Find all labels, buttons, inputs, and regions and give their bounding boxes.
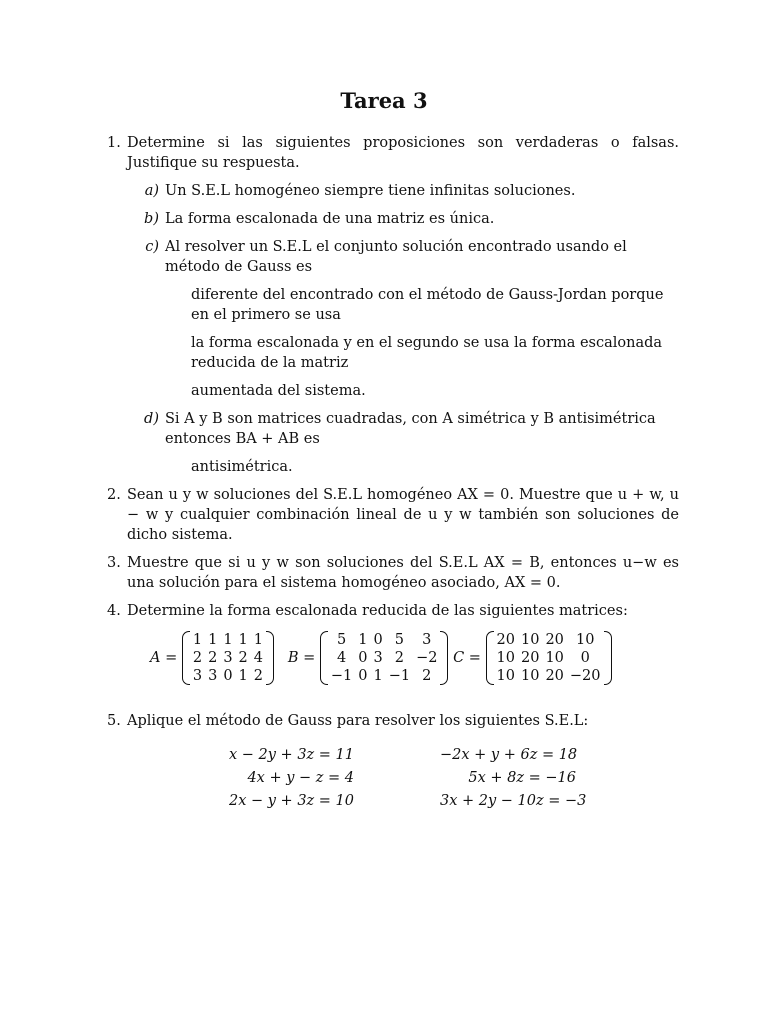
matrix-cell: 10	[575, 632, 595, 648]
matrix-cell: 5	[394, 632, 405, 648]
matrix-b-label: B =	[274, 650, 320, 666]
matrix-cell: 20	[545, 668, 564, 684]
subitem-c	[139, 237, 679, 277]
matrix-cell: 10	[496, 650, 515, 666]
matrix-c-label: C =	[448, 650, 486, 666]
matrix-cell: 2	[192, 650, 203, 666]
matrix-cell: 1	[238, 632, 248, 648]
matrix-cell: 1	[192, 632, 203, 648]
matrix-cell: 2	[238, 650, 248, 666]
equation: 2x − y + 3z = 10	[228, 793, 354, 809]
matrix-cell: 3	[223, 650, 233, 666]
matrix-cell: 3	[373, 650, 383, 666]
subitem-continuation: aumentada del sistema.	[191, 383, 366, 399]
matrix-row	[494, 649, 604, 667]
matrix-cell: 10	[521, 668, 540, 684]
matrix-cell: 1	[208, 632, 218, 648]
subitem-label: d)	[144, 411, 159, 427]
matrix-cell: 2	[208, 650, 218, 666]
matrix-cell: 0	[358, 650, 368, 666]
problem-text: Determine la forma escalonada reducida de las siguientes matrices:	[127, 603, 628, 619]
matrix-cell: 0	[358, 668, 368, 684]
matrix-cell: 1	[238, 668, 248, 684]
equation: 3x + 2y − 10z = −3	[440, 793, 587, 809]
problem-number: 1.	[107, 135, 121, 151]
problem-4	[107, 601, 679, 621]
matrix-cell: 1	[358, 632, 368, 648]
subitem-a	[139, 181, 679, 201]
matrix-cell: 10	[496, 668, 515, 684]
problem-number: 5.	[107, 713, 121, 729]
matrix-a	[182, 631, 274, 685]
subitem-text: La forma escalonada de una matriz es única.	[165, 211, 495, 227]
equation: 4x + y − z = 4	[247, 770, 354, 786]
problem-number: 2.	[107, 487, 121, 503]
problem-text: Muestre que si u y w son soluciones del S.E.L AX = B, entonces u−w es una solución para el sistema homogéneo asociado, AX = 0.	[127, 555, 679, 591]
problem-text: Determine si las siguientes proposiciones son verdaderas o falsas. Justifique su respuesta.	[127, 135, 679, 171]
matrix-row	[494, 631, 604, 649]
subitem-text: Al resolver un S.E.L el conjunto solución encontrado usando el método de Gauss es	[165, 239, 627, 275]
problem-list	[107, 133, 679, 621]
subitem-label: b)	[144, 211, 159, 227]
problem-3	[107, 553, 679, 593]
matrix-cell: 3	[422, 632, 432, 648]
matrix-cell: 20	[521, 650, 540, 666]
subitem-continuation: diferente del encontrado con el método de Gauss-Jordan porque en el primero se usa	[191, 287, 664, 323]
subitem-label: a)	[144, 183, 159, 199]
matrix-cell: 3	[208, 668, 218, 684]
matrix-cell: 2	[422, 668, 432, 684]
problem-text: Sean u y w soluciones del S.E.L homogéneo AX = 0. Muestre que u + w, u − w y cualquier combinación lineal de u y w también son soluciones de dicho sistema.	[127, 487, 679, 543]
matrix-cell: 4	[336, 650, 347, 666]
matrix-cell: 4	[253, 650, 264, 666]
matrix-cell: 20	[496, 632, 515, 648]
subitem-continuation: la forma escalonada y en el segundo se usa la forma escalonada reducida de la matriz	[191, 335, 663, 371]
matrix-cell: 2	[253, 668, 264, 684]
equation: 5x + 8z = −16	[468, 770, 576, 786]
matrix-cell: 1	[253, 632, 264, 648]
problem-1	[107, 133, 679, 173]
matrix-row	[190, 667, 266, 685]
subitem-d	[139, 409, 679, 449]
matrix-row	[190, 649, 266, 667]
subitem-b	[139, 209, 679, 229]
matrix-cell: 10	[545, 650, 564, 666]
matrix-c	[486, 631, 612, 685]
subitem-text: Si A y B son matrices cuadradas, con A simétrica y B antisimétrica entonces BA + AB es	[165, 411, 656, 447]
system-2	[440, 744, 587, 813]
matrix-cell: 5	[336, 632, 347, 648]
matrix-b	[320, 631, 449, 685]
problem-1-subitems	[139, 181, 679, 477]
page-title: Tarea 3	[340, 88, 428, 113]
matrix-cell: 1	[223, 632, 233, 648]
problem-number: 4.	[107, 603, 121, 619]
matrix-cell: 20	[545, 632, 564, 648]
matrix-cell: 0	[373, 632, 383, 648]
matrix-cell: −1	[388, 668, 411, 684]
subitem-continuation: antisimétrica.	[191, 459, 293, 475]
matrix-row	[190, 631, 266, 649]
problem-number: 3.	[107, 555, 121, 571]
matrix-cell: −2	[416, 650, 438, 666]
system-1	[228, 744, 354, 813]
matrix-cell: −20	[569, 668, 601, 684]
matrix-cell: 2	[394, 650, 405, 666]
matrix-cell: 0	[223, 668, 233, 684]
problem-text: Aplique el método de Gauss para resolver los siguientes S.E.L:	[127, 713, 589, 729]
matrix-cell: 3	[192, 668, 203, 684]
matrix-cell: 1	[373, 668, 383, 684]
matrix-cell: 0	[580, 650, 590, 666]
matrix-row	[328, 649, 441, 667]
matrix-row	[328, 631, 441, 649]
problem-2	[107, 485, 679, 545]
subitem-text: Un S.E.L homogéneo siempre tiene infinitas soluciones.	[165, 183, 576, 199]
problem-list-continued	[107, 711, 679, 731]
matrices-row	[150, 630, 612, 686]
matrix-a-label: A =	[150, 650, 182, 666]
matrix-cell: −1	[330, 668, 353, 684]
matrix-row	[494, 667, 604, 685]
matrix-cell: 10	[521, 632, 540, 648]
matrix-row	[328, 667, 441, 685]
equation: −2x + y + 6z = 18	[440, 747, 578, 763]
subitem-label: c)	[145, 239, 159, 255]
equation: x − 2y + 3z = 11	[228, 747, 354, 763]
problem-5	[107, 711, 679, 731]
